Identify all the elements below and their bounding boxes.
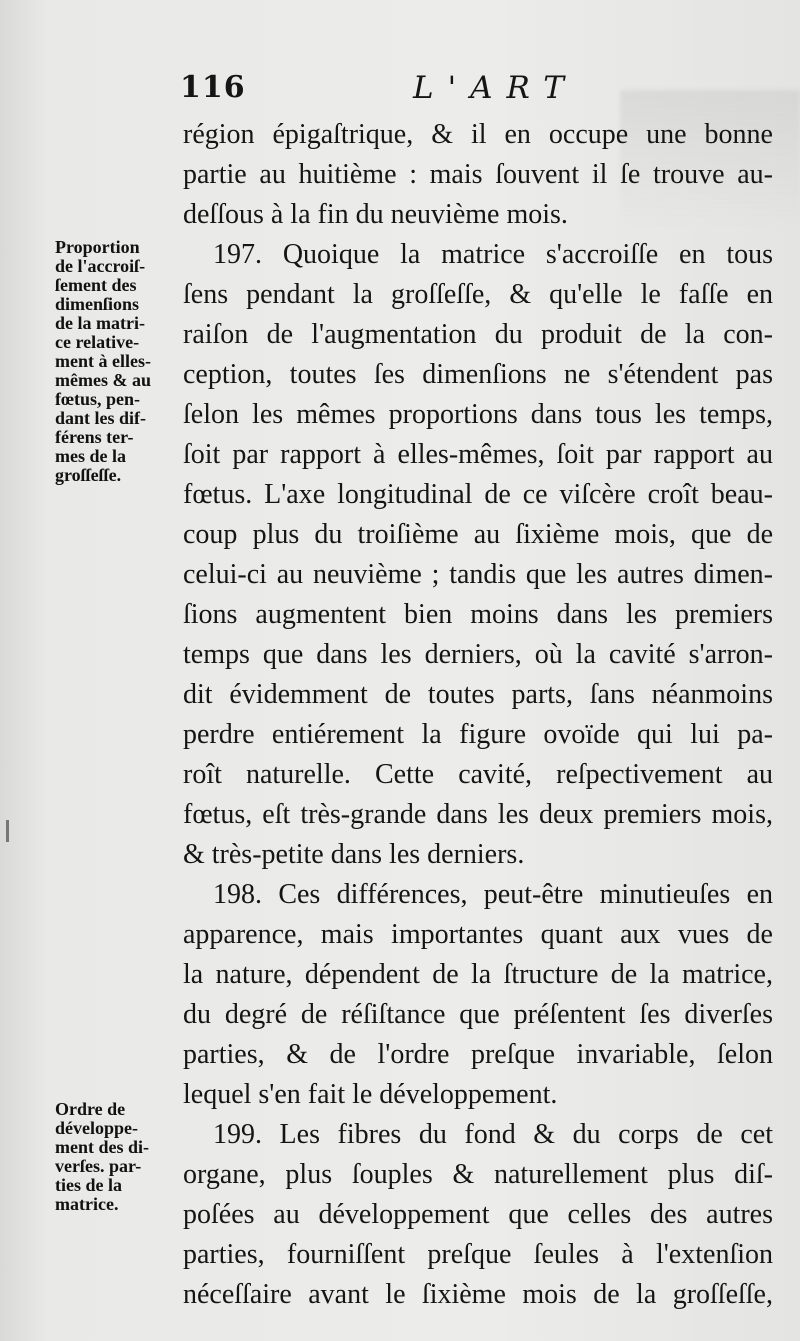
- text-line: ſelon les mêmes proportions dans tous les temps,: [183, 399, 773, 430]
- text-line: raiſon de l'augmentation du produit de la con-: [183, 319, 773, 350]
- text-line: ſions augmentent bien moins dans les premiers: [183, 599, 773, 630]
- margin-note-line: de l'accroiſ-: [55, 256, 146, 276]
- paragraph-197-start: 197. Quoique la matrice s'accroiſſe en tous: [213, 239, 773, 270]
- text-line: la nature, dépendent de la ſtructure de la matrice,: [183, 959, 773, 990]
- margin-note-line: ment à elles-: [55, 351, 151, 371]
- margin-note-line: matrice.: [55, 1194, 119, 1214]
- margin-note-line: verſes. par-: [55, 1156, 142, 1176]
- text-line: poſées au développement que celles des autres: [183, 1199, 773, 1230]
- text-line: celui-ci au neuvième ; tandis que les autres dimen-: [183, 559, 773, 590]
- margin-note-line: Proportion: [55, 237, 140, 257]
- margin-note-line: férens ter-: [55, 427, 134, 447]
- paragraph-198-start: 198. Ces différences, peut-être minutieuſes en: [213, 879, 773, 910]
- margin-note-line: ſement des: [55, 275, 137, 295]
- margin-note-line: Ordre de: [55, 1099, 126, 1119]
- text-line: ſoit par rapport à elles-mêmes, ſoit par rapport au: [183, 439, 773, 470]
- running-title: L'ART: [413, 70, 578, 106]
- margin-note-line: développe-: [55, 1118, 138, 1138]
- text-line: néceſſaire avant le ſixième mois de la groſſeſſe,: [183, 1279, 773, 1310]
- text-line: roît naturelle. Cette cavité, reſpectivement au: [183, 759, 773, 790]
- margin-note-line: fœtus, pen-: [55, 389, 141, 409]
- margin-note-line: ment des di-: [55, 1137, 149, 1157]
- margin-note-ordre: [55, 1100, 177, 1214]
- text-line: temps que dans les derniers, où la cavité s'arron-: [183, 639, 773, 670]
- text-line: fœtus. L'axe longitudinal de ce viſcère croît beau-: [183, 479, 773, 510]
- margin-note-line: mêmes & au: [55, 370, 151, 390]
- text-line: ception, toutes ſes dimenſions ne s'étendent pas: [183, 359, 773, 390]
- text-line: partie au huitième : mais ſouvent il ſe trouve au-: [183, 159, 773, 190]
- text-line: parties, fourniſſent preſque ſeules à l'extenſion: [183, 1239, 773, 1270]
- text-line: lequel s'en fait le développement.: [183, 1079, 558, 1110]
- body-text: [183, 115, 773, 1315]
- margin-note-line: dimenſions: [55, 294, 140, 314]
- margin-note-line: mes de la: [55, 446, 126, 466]
- margin-note-line: ce relative-: [55, 332, 140, 352]
- text-line: organe, plus ſouples & naturellement plus diſ-: [183, 1159, 773, 1190]
- text-line: parties, & de l'ordre preſque invariable, ſelon: [183, 1039, 773, 1070]
- text-line: deſſous à la fin du neuvième mois.: [183, 199, 568, 230]
- margin-note-line: ties de la: [55, 1175, 122, 1195]
- text-line: région épigaſtrique, & il en occupe une bonne: [183, 119, 773, 150]
- margin-note-proportion: [55, 238, 177, 485]
- text-line: perdre entiérement la figure ovoïde qui lui pa-: [183, 719, 773, 750]
- text-line: du degré de réſiſtance que préſentent ſes diverſes: [183, 999, 773, 1030]
- text-line: coup plus du troiſième au ſixième mois, que de: [183, 519, 773, 550]
- text-line: & très-petite dans les derniers.: [183, 839, 525, 870]
- margin-note-line: dant les dif-: [55, 408, 147, 428]
- margin-note-line: groſſeſſe.: [55, 465, 122, 485]
- page-header: [175, 70, 775, 110]
- page-number: 116: [180, 70, 246, 105]
- text-line: dit évidemment de toutes parts, ſans néanmoins: [183, 679, 773, 710]
- paragraph-199-start: 199. Les fibres du fond & du corps de cet: [213, 1119, 773, 1150]
- text-line: apparence, mais importantes quant aux vues de: [183, 919, 773, 950]
- margin-note-line: de la matri-: [55, 313, 145, 333]
- paper-speck: [6, 820, 9, 842]
- text-line: fœtus, eſt très-grande dans les deux premiers mois,: [183, 799, 773, 830]
- text-line: ſens pendant la groſſeſſe, & qu'elle le faſſe en: [183, 279, 773, 310]
